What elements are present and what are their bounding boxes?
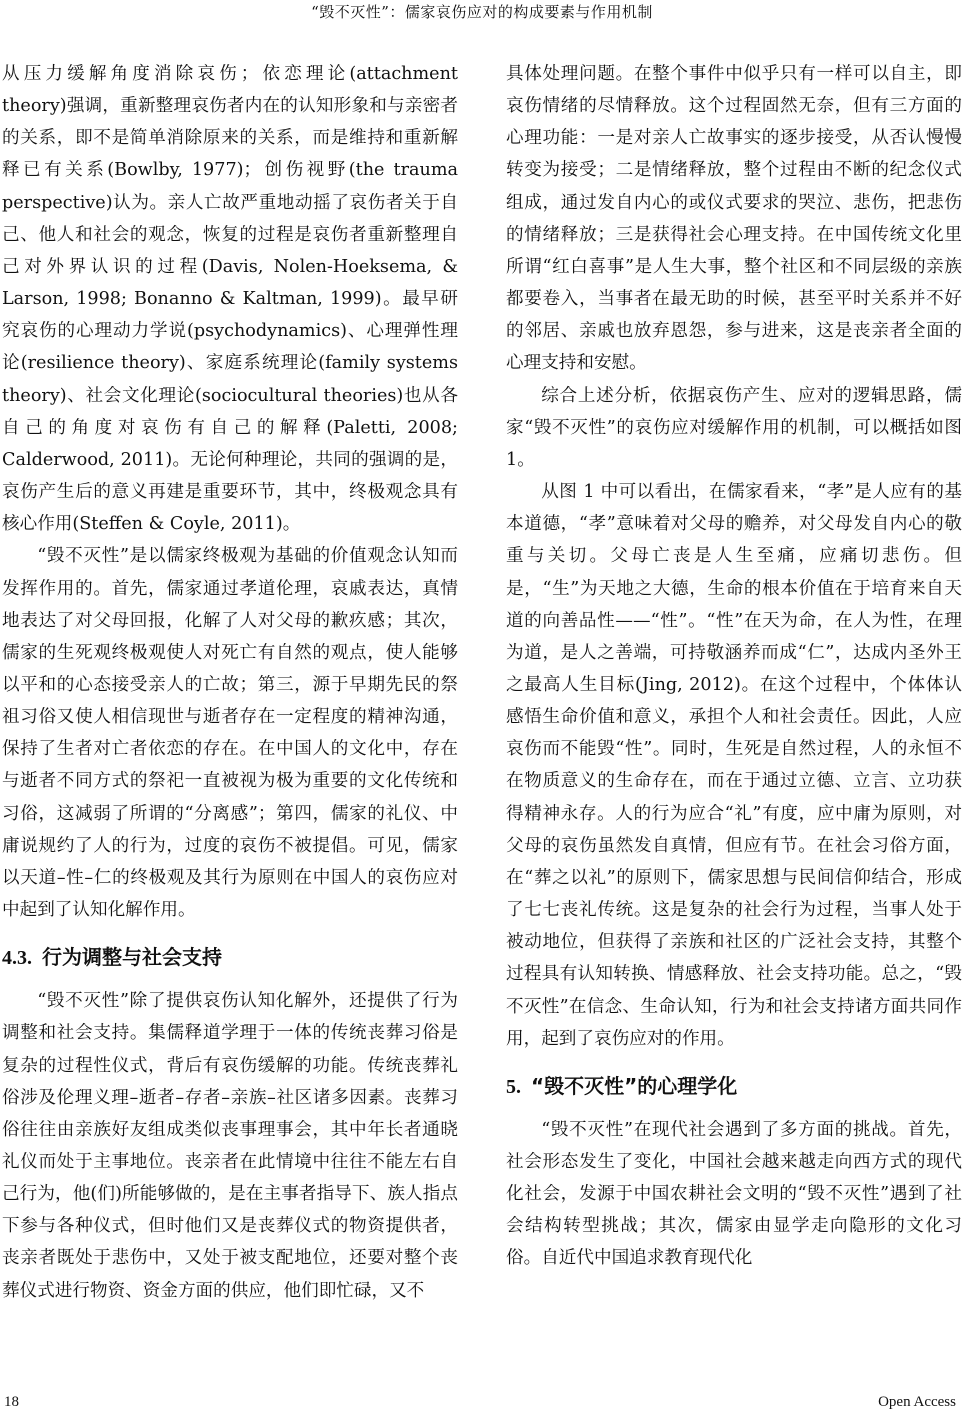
left-column — [2, 58, 458, 1307]
journal-name: Open Access — [878, 1394, 956, 1410]
section-title: “毁不灭性”的心理学化 — [531, 1073, 738, 1098]
section-title: 行为调整与社会支持 — [42, 945, 222, 970]
paragraph: “毁不灭性”在现代社会遇到了多方面的挑战。首先，社会形态发生了变化，中国社会越来越走向西方式的现代化社会，发源于中国农耕社会文明的“毁不灭性”遇到了社会结构转型挑战；其次，儒家由显学走向隐形的文化习俗。自近代中国追求教育现代化 — [506, 1119, 962, 1269]
page-number: 18 — [4, 1394, 19, 1410]
running-title: “毁不灭性”：儒家哀伤应对的构成要素与作用机制 — [311, 3, 653, 21]
section-heading-5 — [506, 1069, 962, 1104]
section-heading-4-3 — [2, 940, 458, 975]
section-number: 5. — [506, 1075, 521, 1098]
right-column — [506, 58, 962, 1275]
section-number: 4.3. — [2, 947, 32, 970]
paragraph: 综合上述分析，依据哀伤产生、应对的逻辑思路，儒家“毁不灭性”的哀伤应对缓解作用的机制，可以概括如图 1。 — [506, 385, 962, 470]
paragraph: “毁不灭性”除了提供哀伤认知化解外，还提供了行为调整和社会支持。集儒释道学理于一体的传统丧葬习俗是复杂的过程性仪式，背后有哀伤缓解的功能。传统丧葬礼俗涉及伦理义理–逝者–存者–亲族–社区诸多因素。丧葬习俗往往由亲族好友组成类似丧事理事会，其中年长者通晓礼仪而处于主事地位。丧亲者在此情境中往往不能左右自己行为，他(们)所能够做的，是在主事者指导下、族人指点下参与各种仪式，但时他们又是丧葬仪式的物资提供者，丧亲者既处于悲伤中，又处于被支配地位，还要对整个丧葬仪式进行物资、资金方面的供应，他们即忙碌，又不 — [2, 991, 458, 1301]
paragraph: “毁不灭性”是以儒家终极观为基础的价值观念认知而发挥作用的。首先，儒家通过孝道伦理，哀戚表达，真情地表达了对父母回报，化解了人对父母的歉疚感；其次，儒家的生死观终极观使人对死亡有自然的观点，使人能够以平和的心态接受亲人的亡故；第三，源于早期先民的祭祖习俗又使人相信现世与逝者存在一定程度的精神沟通，保持了生者对亡者依恋的存在。在中国人的文化中，存在与逝者不同方式的祭祀一直被视为极为重要的文化传统和习俗，这减弱了所谓的“分离感”；第四，儒家的礼仪、中庸说规约了人的行为，过度的哀伤不被提倡。可见，儒家以天道–性–仁的终极观及其行为原则在中国人的哀伤应对中起到了认知化解作用。 — [2, 546, 458, 921]
paragraph: 从图 1 中可以看出，在儒家看来，“孝”是人应有的基本道德，“孝”意味着对父母的赡养，对父母发自内心的敬重与关切。父母亡丧是人生至痛，应痛切悲伤。但是，“生”为天地之大德，生命的根本价值在于培育来自天道的向善品性——“性”。“性”在天为命，在人为性，在理为道，是人之善端，可持敬涵养而成“仁”，达成内圣外王之最高人生目标(Jing, 2012)。在这个过程中，个体体认感悟生命价值和意义，承担个人和社会责任。因此，人应哀伤而不能毁“性”。同时，生死是自然过程，人的永恒不在物质意义的生命存在，而在于通过立德、立言、立功获得精神永存。人的行为应合“礼”有度，应中庸为原则，对父母的哀伤虽然发自真情，但应有节。在社会习俗方面，在“葬之以礼”的原则下，儒家思想与民间信仰结合，形成了七七丧礼传统。这是复杂的社会行为过程，当事人处于被动地位，但获得了亲族和社区的广泛社会支持，其整个过程具有认知转换、情感释放、社会支持功能。总之，“毁不灭性”在信念、生命认知，行为和社会支持诸方面共同作用，起到了哀伤应对的作用。 — [506, 482, 962, 1049]
paragraph: 从压力缓解角度消除哀伤；依恋理论(attachment theory)强调，重新整理哀伤者内在的认知形象和与亲密者的关系，即不是简单消除原来的关系，而是维持和重新解释已有关系(Bowlby, 1977)；创伤视野(the trauma perspective)认为。亲人亡故严重地动摇了哀伤者关于自己、他人和社会的观念，恢复的过程是哀伤者重新整理自己对外界认识的过程(Davis, Nolen-Hoeksema, & Larson, 1998; Bonanno & Kaltman, 1999)。最早研究哀伤的心理动力学说(psychodynamics)、心理弹性理论(resilience theory)、家庭系统理论(family systems theory)、社会文化理论(sociocultural theories)也从各自己的角度对哀伤有自己的解释(Paletti, 2008; Calderwood, 2011)。无论何种理论，共同的强调的是，哀伤产生后的意义再建是重要环节，其中，终极观念具有核心作用(Steffen & Coyle, 2011)。 — [2, 64, 458, 535]
paragraph: 具体处理问题。在整个事件中似乎只有一样可以自主，即哀伤情绪的尽情释放。这个过程固然无奈，但有三方面的心理功能：一是对亲人亡故事实的逐步接受，从否认慢慢转变为接受；二是情绪释放，整个过程由不断的纪念仪式组成，通过发自内心的或仪式要求的哭泣、悲伤，把悲伤的情绪释放；三是获得社会心理支持。在中国传统文化里所谓“红白喜事”是人生大事，整个社区和不同层级的亲族都要卷入，当事者在最无助的时候，甚至平时关系并不好的邻居、亲戚也放弃恩怨，参与进来，这是丧亲者全面的心理支持和安慰。 — [506, 64, 962, 374]
